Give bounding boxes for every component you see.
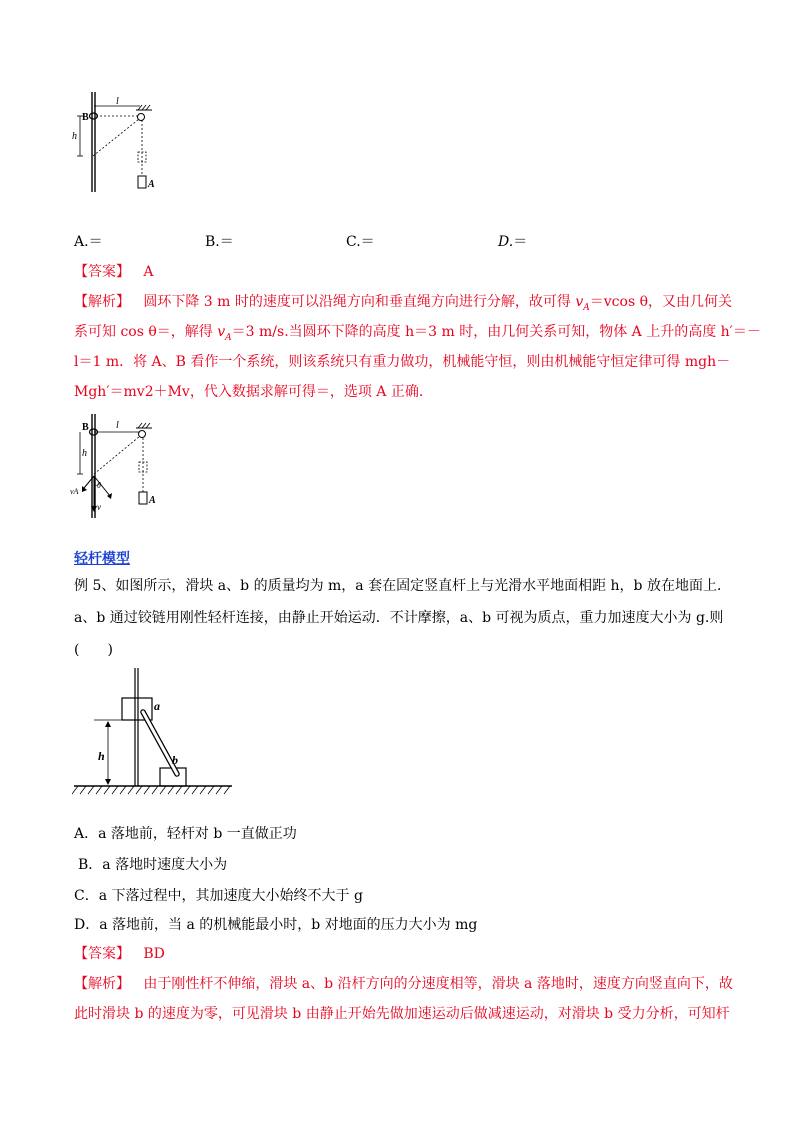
label-A2: A bbox=[149, 495, 156, 506]
label-h: h bbox=[72, 131, 77, 142]
ring-pulley-diagram bbox=[72, 92, 162, 192]
analysis-line-1: 【解析】 圆环下降 3 m 时的速度可以沿绳方向和垂直绳方向进行分解，故可得 $v_A=vcos$ θ，又由几何关 bbox=[74, 294, 733, 313]
option-b: B.＝ bbox=[205, 234, 234, 250]
answer-value: A bbox=[143, 264, 154, 280]
section-heading: 轻杆模型 bbox=[74, 551, 130, 567]
label-v: v bbox=[97, 502, 101, 512]
label-a: a bbox=[154, 699, 160, 713]
label-h2: h bbox=[82, 448, 87, 459]
label-l2: l bbox=[116, 420, 119, 431]
analysis-line-2: 系可知 cos θ＝，解得 $v_A=3$ m/s.当圆环下降的高度 h＝3 m 时，由几何关系可知，物体 A 上升的高度 h′＝－ bbox=[74, 324, 761, 343]
q5-answer-tag: 【答案】 bbox=[74, 946, 130, 962]
q5-stem-line-2: a、b 通过铰链用刚性轻杆连接，由静止开始运动．不计摩擦，a、b 可视为质点，重力加速度大小为 g.则 bbox=[74, 610, 724, 626]
option-c: C.＝ bbox=[346, 234, 375, 250]
velocity-decomposition-diagram bbox=[70, 414, 165, 518]
q5-analysis-line-1: 【解析】 由于刚性杆不伸缩，滑块 a、b 沿杆方向的分速度相等，滑块 a 落地时，速度方向竖直向下，故 bbox=[74, 976, 733, 992]
q5-option-d: D．a 落地前，当 a 的机械能最小时，b 对地面的压力大小为 mg bbox=[74, 917, 478, 933]
label-b: b bbox=[172, 753, 178, 767]
answer-row bbox=[74, 262, 734, 282]
q5-answer-value: BD bbox=[143, 946, 165, 962]
label-B2: B bbox=[82, 422, 89, 433]
label-vA: vA bbox=[70, 487, 79, 496]
q5-stem-line-3: ( ) bbox=[74, 642, 113, 658]
q5-option-c: C．a 下落过程中，其加速度大小始终不大于 g bbox=[74, 888, 363, 904]
label-B: B bbox=[82, 112, 89, 123]
q5-stem-line-1: 例 5、如图所示，滑块 a、b 的质量均为 m，a 套在固定竖直杆上与光滑水平地面相距 h，b 放在地面上． bbox=[74, 578, 731, 594]
analysis-line-3: l＝1 m．将 A、B 看作一个系统，则该系统只有重力做功，机械能守恒，则由机械能守恒定律可得 mgh－ bbox=[74, 354, 731, 370]
option-a: A.＝ bbox=[74, 234, 103, 250]
label-h3: h bbox=[98, 749, 105, 763]
option-d: D.＝ bbox=[498, 234, 528, 250]
q5-option-b: B．a 落地时速度大小为 bbox=[78, 857, 228, 873]
q5-answer-row bbox=[74, 944, 734, 964]
answer-tag: 【答案】 bbox=[74, 264, 130, 280]
sliding-blocks-diagram bbox=[72, 668, 234, 800]
q5-analysis-line-2: 此时滑块 b 的速度为零，可见滑块 b 由静止开始先做加速运动后做减速运动，对滑块 b 受力分析，可知杆 bbox=[74, 1006, 730, 1022]
analysis-line-4: Mgh′＝mv2＋Mv，代入数据求解可得＝，选项 A 正确． bbox=[74, 384, 433, 400]
q5-option-a: A．a 落地前，轻杆对 b 一直做正功 bbox=[74, 826, 297, 842]
label-A: A bbox=[148, 179, 155, 190]
label-l: l bbox=[116, 96, 119, 107]
label-theta: θ bbox=[97, 481, 101, 490]
